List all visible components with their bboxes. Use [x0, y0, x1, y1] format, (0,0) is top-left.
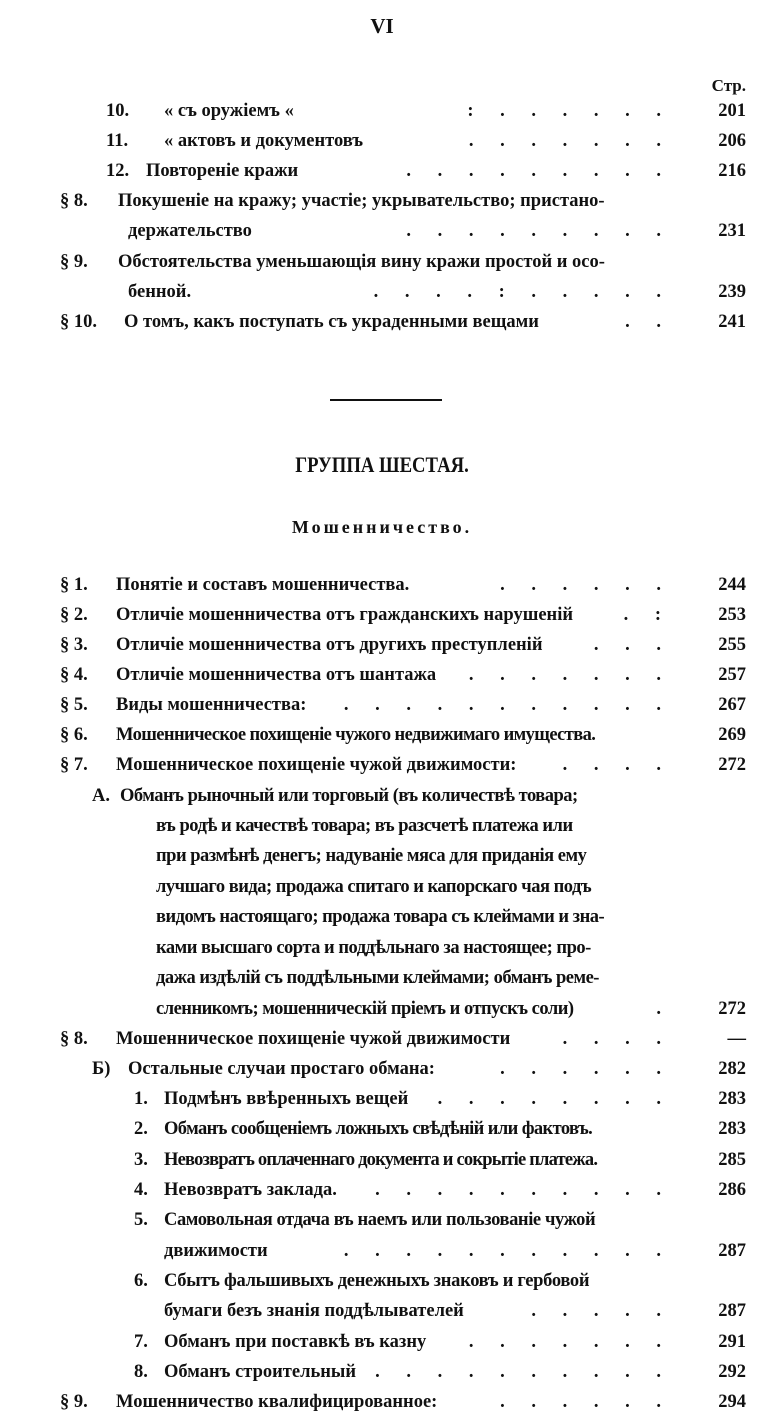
group-title: ГРУППА ШЕСТАЯ. — [295, 452, 469, 477]
toc-line-leader: . . . . . . — [500, 1392, 672, 1412]
toc-line — [0, 1387, 764, 1417]
toc-line-prefix: § 3. — [60, 635, 88, 655]
toc-line — [0, 994, 764, 1024]
toc-line-page: 294 — [718, 1392, 746, 1412]
toc-line-text: ками высшаго сорта и поддѣльнаго за настоящее; про- — [156, 938, 591, 958]
toc-line-page: 269 — [718, 725, 746, 745]
toc-line-prefix: А. — [92, 786, 110, 806]
toc-line-page: 244 — [718, 575, 746, 595]
toc-line-prefix: § 10. — [60, 312, 97, 332]
toc-line — [0, 186, 764, 216]
toc-line-prefix: § 1. — [60, 575, 88, 595]
toc-line-leader: . . . . . . . . . . . — [343, 695, 672, 715]
toc-line — [0, 1024, 764, 1054]
toc-line — [0, 307, 764, 337]
toc-line — [0, 96, 764, 126]
toc-line-text: « актовъ и документовъ — [164, 131, 364, 151]
toc-line-prefix: § 8. — [60, 191, 88, 211]
toc-line-text: Мошенническое похищеніе чужого недвижимаго имущества. — [116, 725, 596, 745]
toc-line-page: 285 — [718, 1150, 746, 1170]
toc-line-prefix: 5. — [134, 1210, 148, 1230]
toc-line-text: дажа издѣлій съ поддѣльными клеймами; обманъ реме- — [156, 968, 599, 988]
toc-line — [0, 750, 764, 780]
toc-line-page: 272 — [718, 755, 746, 775]
toc-line-prefix: 12. — [106, 161, 130, 181]
toc-line-page: 216 — [718, 161, 746, 181]
toc-line-prefix: § 5. — [60, 695, 88, 715]
toc-line-leader: . . . . . . . . . . . — [343, 1241, 672, 1261]
toc-line-page: 239 — [718, 282, 746, 302]
toc-line-prefix: § 7. — [60, 755, 88, 775]
toc-line-text: Мошенническое похищеніе чужой движимости — [116, 1029, 511, 1049]
toc-line — [0, 933, 764, 963]
toc-line — [0, 1236, 764, 1266]
toc-line-leader: . . . . . . — [500, 1059, 672, 1079]
toc-line-text: движимости — [164, 1241, 268, 1261]
toc-line-text: бенной. — [128, 282, 192, 302]
toc-line-page: — — [727, 1029, 746, 1049]
toc-line-leader: . . — [625, 312, 672, 332]
toc-line-text: сленникомъ; мошенническій пріемъ и отпускъ соли) — [156, 999, 574, 1019]
toc-line-page: 241 — [718, 312, 746, 332]
toc-line-prefix: 3. — [134, 1150, 148, 1170]
toc-line-text: Обстоятельства уменьшающія вину кражи простой и осо- — [118, 252, 605, 272]
toc-line-text: Повтореніе кражи — [146, 161, 299, 181]
toc-line-text: Мошенническое похищеніе чужой движимости: — [116, 755, 517, 775]
toc-line-leader: . — [656, 999, 672, 1019]
toc-line-leader: . : — [623, 605, 672, 625]
toc-line — [0, 1357, 764, 1387]
toc-line-leader: . . . . . . . — [468, 665, 672, 685]
toc-line-leader: . . . . : . . . . . — [373, 282, 672, 302]
toc-line — [0, 156, 764, 186]
toc-line — [0, 630, 764, 660]
toc-line — [0, 872, 764, 902]
toc-line-page: 257 — [718, 665, 746, 685]
toc-line — [0, 1327, 764, 1357]
toc-line-text: Остальные случаи простаго обмана: — [128, 1059, 435, 1079]
toc-line-prefix: 6. — [134, 1271, 148, 1291]
toc-line — [0, 1054, 764, 1084]
toc-line — [0, 277, 764, 307]
toc-line-page: 291 — [718, 1332, 746, 1352]
toc-line-leader: . . . . . . . . . . — [375, 1362, 672, 1382]
toc-line — [0, 216, 764, 246]
toc-line-page: 267 — [718, 695, 746, 715]
toc-line-prefix: 8. — [134, 1362, 148, 1382]
toc-line-leader: . . . . . . . — [468, 1332, 672, 1352]
toc-line-leader: . . . . . . . — [468, 131, 672, 151]
toc-line-page: 282 — [718, 1059, 746, 1079]
toc-line-text: Подмѣнъ ввѣренныхъ вещей — [164, 1089, 409, 1109]
toc-line — [0, 1175, 764, 1205]
toc-line-prefix: 11. — [106, 131, 129, 151]
toc-line-prefix: § 9. — [60, 1392, 88, 1412]
toc-line — [0, 841, 764, 871]
toc-line-prefix: § 8. — [60, 1029, 88, 1049]
toc-line-text: Виды мошенничества: — [116, 695, 307, 715]
toc-line-leader: . . . . — [562, 755, 672, 775]
toc-line — [0, 720, 764, 750]
toc-line-prefix: § 4. — [60, 665, 88, 685]
toc-line-text: Отличіе мошенничества отъ гражданскихъ нарушеній — [116, 605, 574, 625]
toc-line-text: Обманъ при поставкѣ въ казну — [164, 1332, 427, 1352]
toc-line-page: 231 — [718, 221, 746, 241]
toc-line-text: Отличіе мошенничества отъ другихъ преступленій — [116, 635, 543, 655]
page-number: VI — [370, 14, 394, 38]
toc-line-prefix: § 9. — [60, 252, 88, 272]
toc-line-text: « съ оружіемъ « — [164, 101, 294, 121]
toc-line-prefix: 7. — [134, 1332, 148, 1352]
toc-line-page: 255 — [718, 635, 746, 655]
toc-line-leader: . . . . . . — [500, 575, 672, 595]
toc-line-text: Самовольная отдача въ наемъ или пользованіе чужой — [164, 1210, 596, 1230]
toc-line — [0, 1145, 764, 1175]
toc-line — [0, 1296, 764, 1326]
toc-line-leader: . . . . . . . . . . — [375, 1180, 672, 1200]
toc-line-text: Невозвратъ заклада. — [164, 1180, 337, 1200]
toc-line-leader: : . . . . . . — [467, 101, 672, 121]
toc-line-page: 286 — [718, 1180, 746, 1200]
toc-line-text: Обманъ рыночный или торговый (въ количествѣ товара; — [120, 786, 578, 806]
toc-line-leader: . . . . . — [531, 1301, 672, 1321]
toc-line-prefix: § 2. — [60, 605, 88, 625]
toc-line-text: въ родѣ и качествѣ товара; въ разсчетѣ платежа или — [156, 816, 573, 836]
toc-line-text: лучшаго вида; продажа спитаго и капорскаго чая подъ — [156, 877, 592, 897]
toc-line-leader: . . . . . . . . — [437, 1089, 672, 1109]
toc-line-page: 201 — [718, 101, 746, 121]
section-divider — [330, 399, 442, 401]
toc-line-page: 292 — [718, 1362, 746, 1382]
toc-line — [0, 126, 764, 156]
toc-line — [0, 600, 764, 630]
group-subtitle: Мошенничество. — [291, 517, 473, 537]
toc-line — [0, 570, 764, 600]
toc-line-page: 272 — [718, 999, 746, 1019]
toc-line — [0, 1205, 764, 1235]
toc-line-text: Обманъ сообщеніемъ ложныхъ свѣдѣній или фактовъ. — [164, 1119, 593, 1139]
toc-line-leader: . . . . . . . . . — [406, 221, 672, 241]
toc-line-text: Понятіе и составъ мошенничества. — [116, 575, 410, 595]
toc-line-text: видомъ настоящаго; продажа товара съ клеймами и зна- — [156, 907, 605, 927]
toc-line — [0, 1266, 764, 1296]
toc-line-text: бумаги безъ знанія поддѣлывателей — [164, 1301, 464, 1321]
toc-line-text: Отличіе мошенничества отъ шантажа — [116, 665, 437, 685]
toc-line-prefix: Б) — [92, 1059, 111, 1079]
toc-line-prefix: 2. — [134, 1119, 148, 1139]
page-column-label: Стр. — [711, 76, 746, 95]
toc-line-text: Покушеніе на кражу; участіе; укрывательство; пристано- — [118, 191, 605, 211]
toc-line-leader: . . . . — [562, 1029, 672, 1049]
toc-line-prefix: § 6. — [60, 725, 88, 745]
toc-line-text: при размѣнѣ денегъ; надуваніе мяса для приданія ему — [156, 846, 587, 866]
toc-line-text: Обманъ строительный — [164, 1362, 357, 1382]
toc-line — [0, 902, 764, 932]
toc-line-text: Сбытъ фальшивыхъ денежныхъ знаковъ и гербовой — [164, 1271, 590, 1291]
toc-line-page: 253 — [718, 605, 746, 625]
toc-line — [0, 1084, 764, 1114]
toc-line-text: Мошенничество квалифицированное: — [116, 1392, 438, 1412]
toc-line-page: 206 — [718, 131, 746, 151]
toc-line-page: 287 — [718, 1301, 746, 1321]
toc-line-leader: . . . — [593, 635, 672, 655]
toc-line-prefix: 4. — [134, 1180, 148, 1200]
toc-line-text: держательство — [128, 221, 252, 241]
toc-line — [0, 811, 764, 841]
toc-line-text: Невозвратъ оплаченнаго документа и сокрытіе платежа. — [164, 1150, 598, 1170]
toc-line — [0, 690, 764, 720]
toc-line-text: О томъ, какъ поступать съ украденными вещами — [124, 312, 539, 332]
toc-line — [0, 247, 764, 277]
toc-line-leader: . . . . . . . . . — [406, 161, 672, 181]
toc-line — [0, 963, 764, 993]
toc-line-prefix: 1. — [134, 1089, 148, 1109]
toc-line — [0, 1114, 764, 1144]
toc-line — [0, 781, 764, 811]
toc-line-page: 283 — [718, 1089, 746, 1109]
toc-line — [0, 660, 764, 690]
toc-line-page: 283 — [718, 1119, 746, 1139]
toc-line-prefix: 10. — [106, 101, 130, 121]
toc-line-page: 287 — [718, 1241, 746, 1261]
